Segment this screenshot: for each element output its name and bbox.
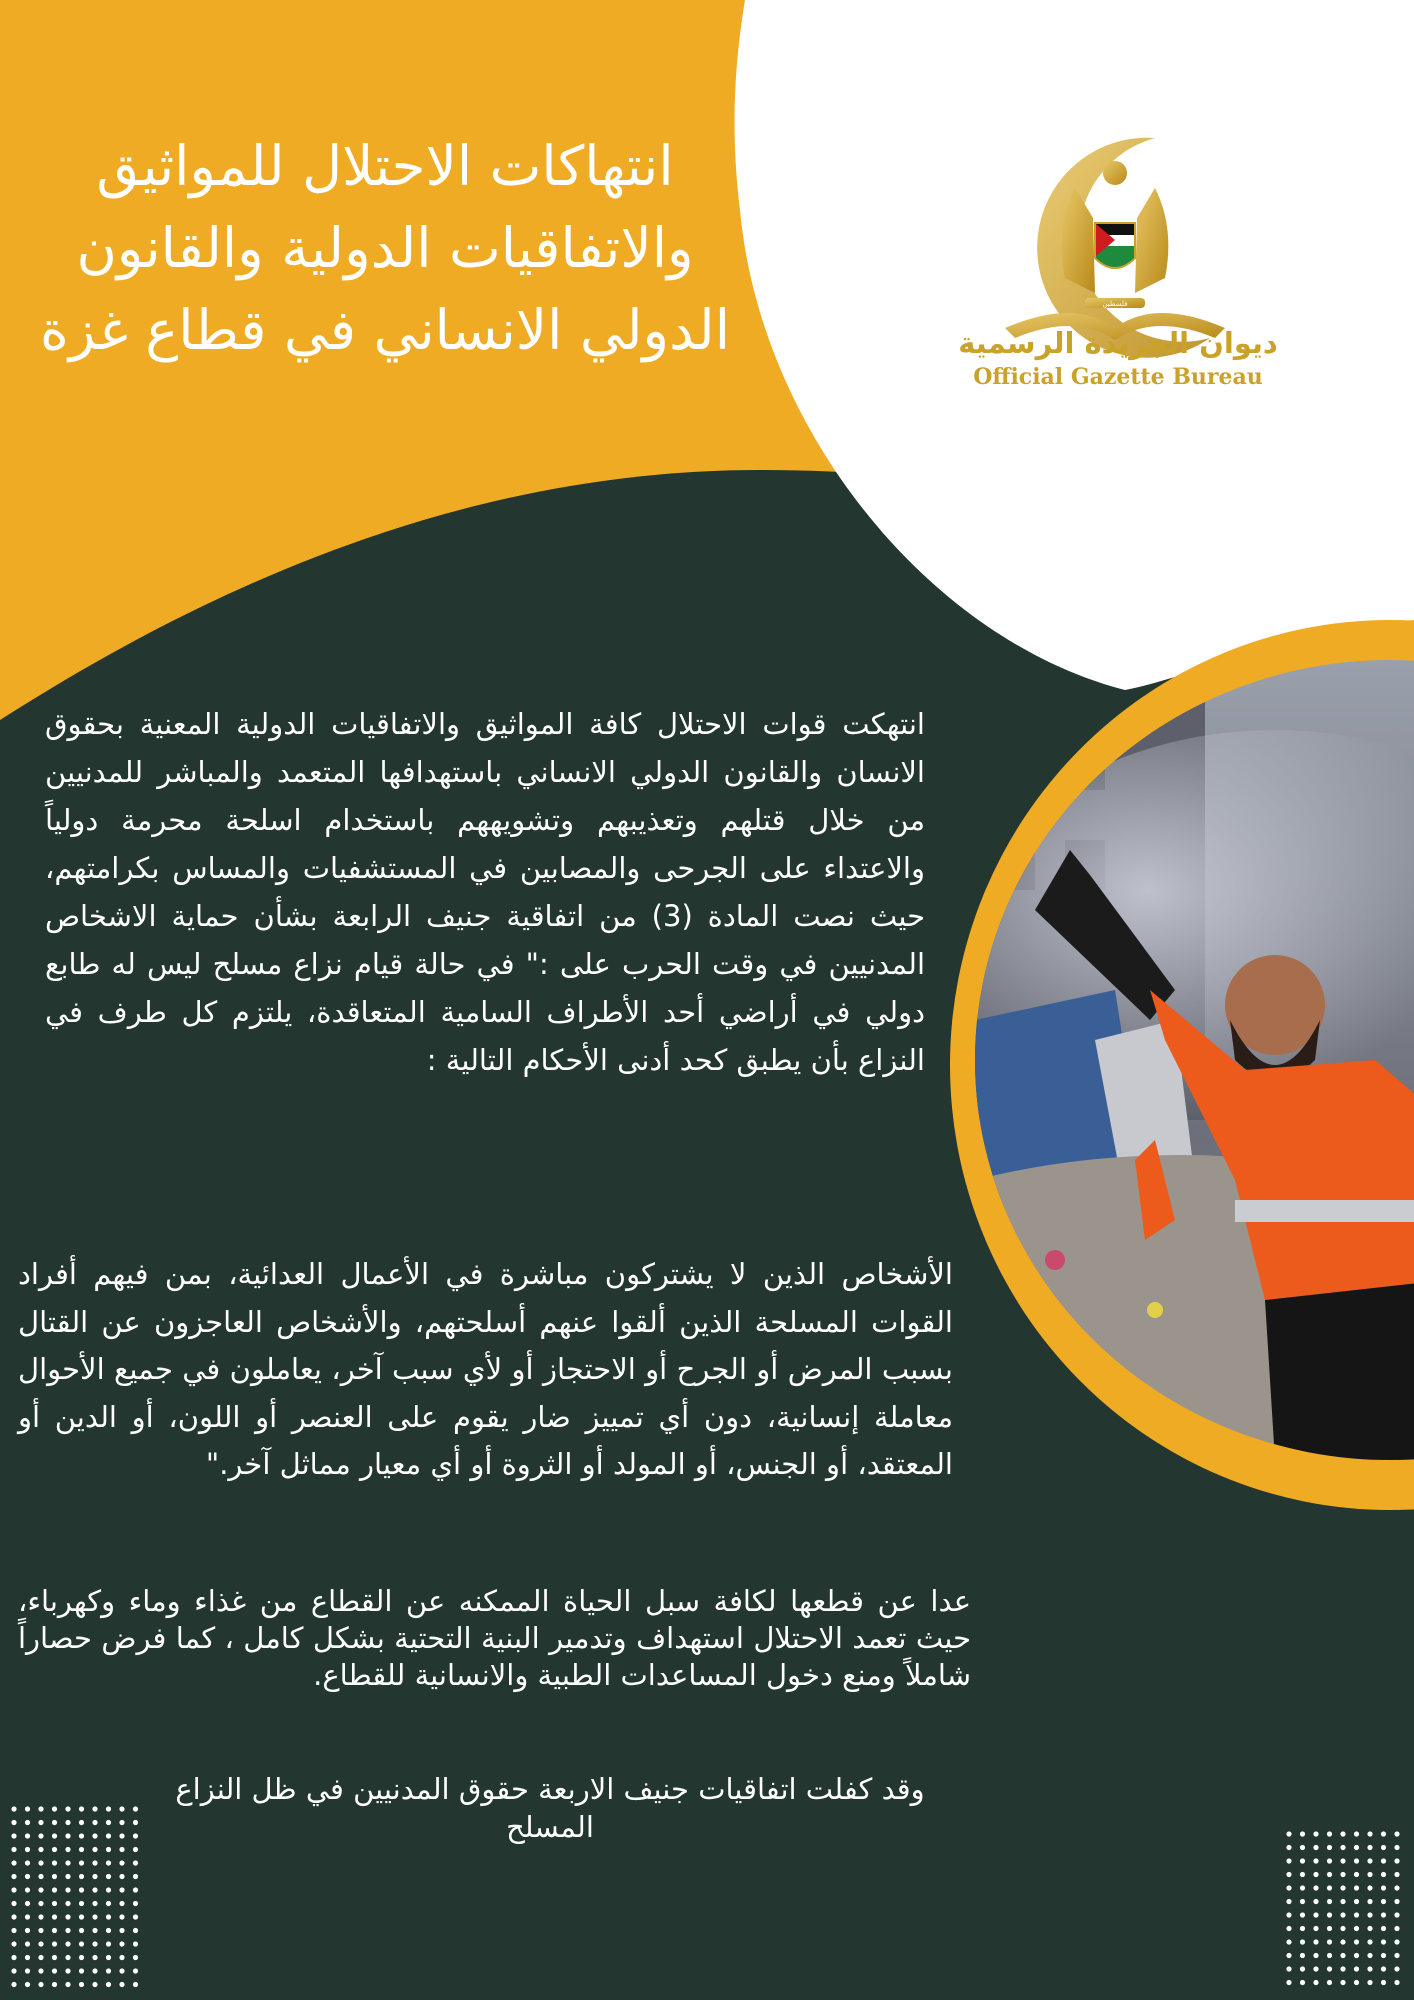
seal-text: فلسطين (1102, 300, 1128, 308)
logo-english-name: Official Gazette Bureau (973, 364, 1263, 390)
dot-grid-left (10, 1805, 140, 1995)
page-title: انتهاكات الاحتلال للمواثيق والاتفاقيات الدولية والقانون الدولي الانساني في قطاع غزة (40, 134, 730, 362)
body-paragraph-1: انتهكت قوات الاحتلال كافة المواثيق والاتفاقيات الدولية المعنية بحقوق الانسان والقانون الدولي الانساني باستهدافها المتعمد والمباشر للمدنيين من خلال قتلهم وتعذيبهم وتشويههم باستخدام اسلحة محرمة دولياً والاعتداء على الجرحى والمصابين في المستشفيات والمساس بكرامتهم، حيث نصت المادة (3) من اتفاقية جنيف الرابعة بشأن حماية الاشخاص المدنيين في وقت الحرب على :" في حالة قيام نزاع مسلح ليس له طابع دولي في أراضي أحد الأطراف السامية المتعاقدة، يلتزم كل طرف في النزاع بأن يطبق كحد أدنى الأحكام التالية : (45, 707, 925, 1077)
body-paragraph-3: عدا عن قطعها لكافة سبل الحياة الممكنه عن القطاع من غذاء وماء وكهرباء، حيث تعمد الاحتلال استهداف وتدمير البنية التحتية بشكل كامل ، كما فرض حصاراً شاملاً ومنع دخول المساعدات الطبية والانسانية للقطاع. (18, 1584, 971, 1692)
dot-grid-right (1285, 1830, 1410, 1995)
body-paragraph-4: وقد كفلت اتفاقيات جنيف الاربعة حقوق المدنيين في ظل النزاع المسلح (175, 1772, 925, 1844)
body-paragraph-2: الأشخاص الذين لا يشتركون مباشرة في الأعمال العدائية، بمن فيهم أفراد القوات المسلحة الذين ألقوا عنهم أسلحتهم، والأشخاص العاجزون عن القتال بسبب المرض أو الجرح أو الاحتجاز أو لأي سبب آخر، يعاملون في جميع الأحوال معاملة إنسانية، دون أي تمييز ضار يقوم على العنصر أو اللون، أو الدين أو المعتقد، أو الجنس، أو المولد أو الثروة أو أي معيار مماثل آخر." (18, 1257, 953, 1481)
logo-arabic-name: ديوان الجريدة الرسمية (958, 326, 1278, 360)
